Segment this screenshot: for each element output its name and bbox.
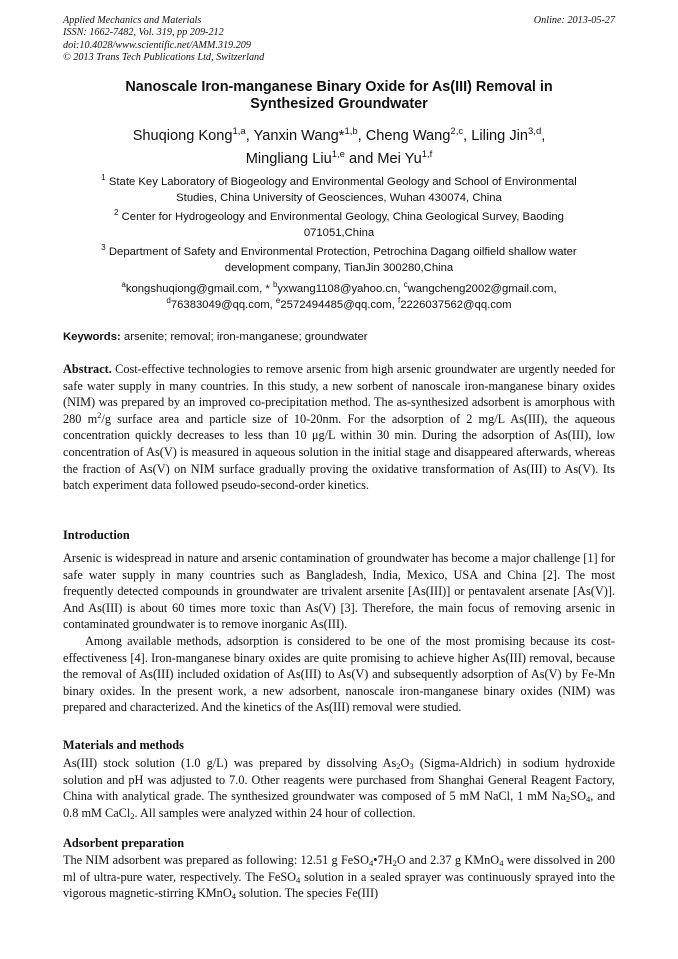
methods-text: As(III) stock solution (1.0 g/L) was prepared by dissolving As (63, 756, 397, 770)
adsorbent-text: solution in a sealed sprayer was continuously sprayed into the vigorous magnetic-stirring KMnO (63, 869, 615, 901)
email-link[interactable]: 2226037562@qq.com (400, 299, 512, 311)
subscript: 4 (499, 858, 504, 868)
author-name: Cheng Wang (365, 128, 451, 144)
doi: doi:10.4028/www.scientific.net/AMM.319.209 (63, 39, 251, 51)
adsorbent-body (63, 852, 615, 902)
author-name: Mei Yu (377, 151, 422, 167)
author-name: Shuqiong Kong (132, 128, 233, 144)
adsorbent-text: were dissolved in 200 ml of ultra-pure water, respectively. The FeSO (63, 853, 615, 884)
abstract-text: /g surface area and particle size of 10-20nm. For the adsorption of 2 mg/L As(III), the aqueous concentration quickly decreases to less than 10 μg/L within 30 min. During the adsorption of As(III), low concentration of As(V) is measured in aqueous solution in the initial stage and disappeared afterwards, whereas the fraction of As(V) on NIM surface gradually proving the oxidative transformation of As(III) to As(V). Its batch experiment data followed pseudo-second-order kinetics. (63, 411, 615, 493)
affiliation-text: Studies, China University of Geosciences, Wuhan 430074, China (176, 191, 502, 204)
author-sep: and (344, 151, 378, 167)
author-name: Mingliang Liu (245, 151, 332, 167)
subscript: 2 (392, 858, 397, 868)
abstract-sup: 2 (97, 409, 102, 420)
author-line-1 (60, 125, 618, 148)
subscript: 4 (368, 858, 374, 868)
introduction-heading: Introduction (63, 528, 130, 542)
affiliation-1 (60, 175, 618, 206)
adsorbent-text: The NIM adsorbent was prepared as following: 12.51 g FeSO (63, 853, 369, 867)
affiliation-text: development company, TianJin 300280,China (224, 261, 454, 274)
issn: ISSN: 1662-7482, Vol. 319, pp 209-212 (63, 27, 224, 39)
adsorbent-text: solution. The species Fe(III) (235, 886, 379, 901)
email-sup: a (121, 280, 126, 289)
title-line-2: Synthesized Groundwater (250, 96, 428, 112)
email-link[interactable]: 76383049@qq.com (170, 299, 270, 311)
email-list: $^a$kongshuqiong@gmail.com, * $^b$yxwang1108@yahoo.cn, $^c$wangcheng2002@gmail.com, $^d$76383049@qq.com, $^e$2572494485@qq.com, $^f$2226037562@qq.com (121, 280, 557, 311)
author-sup: 1,b (344, 126, 358, 137)
methods-body (63, 755, 615, 821)
adsorbent-heading: Adsorbent preparation (63, 836, 185, 850)
online-date: Online: 2013-05-27 (533, 15, 615, 26)
author-sep: , (541, 128, 546, 144)
title-line-1: Nanoscale Iron-manganese Binary Oxide for As(III) Removal in (125, 79, 553, 95)
affiliation-text: Department of Safety and Environmental Protection, Petrochina Dagang oilfield shallow water (108, 246, 577, 258)
methods-text: (Sigma-Aldrich) in sodium hydroxide solution and pH was adjusted to 7.0. Other reagents were purchased from Shanghai General Reagent Factory, China with analytical grade. The synthesized groundwater was composed of 5 mM NaCl, 1 mM Na (63, 756, 615, 804)
author-name: Yanxin Wang* (253, 128, 345, 144)
subscript: 2 (130, 810, 135, 821)
subscript: 4 (231, 891, 236, 902)
methods-heading: Materials and methods (63, 738, 184, 752)
methods-text: , and 0.8 mM CaCl (63, 789, 615, 820)
affiliation-num: 3 (101, 243, 106, 252)
author-sup: 1,a (232, 126, 246, 137)
author-sep: , (463, 128, 472, 144)
affiliation-text: State Key Laboratory of Biogeology and Environmental Geology and School of Environmental (108, 176, 577, 188)
introduction-body (63, 550, 615, 716)
email-link[interactable]: 2572494485@qq.com (280, 299, 392, 311)
abstract (63, 361, 615, 494)
journal-header (63, 15, 615, 65)
affiliation-num: 1 (101, 173, 106, 182)
subscript: 4 (585, 794, 591, 805)
keywords (63, 331, 616, 343)
affiliation-3 (60, 245, 618, 276)
email-sup: e (275, 296, 281, 305)
intro-paragraph-2: Among available methods, adsorption is considered to be one of the most promising because its cost-effectiveness [4]. Iron-manganese binary oxides are quite promising to achieve higher As(III) removal, because the removal of As(III) included oxidation of As(III) to As(V) and subsequently adsorption of As(V) by Fe-Mn binary oxides. In the present work, a new adsorbent, nanoscale iron-manganese binary oxides (NIM) was prepared and characterized. And the kinetics of the As(III) removal were studied. (63, 633, 615, 715)
author-sup: 3,d (528, 126, 542, 137)
email-link[interactable]: yxwang1108@yahoo.cn (277, 283, 398, 295)
intro-paragraph-1: Arsenic is widespread in nature and arsenic contamination of groundwater has become a major challenge [1] for safe water supply in many countries such as Bangladesh, India, Mexico, USA and China [2]. The most frequently detected compounds in groundwater are trivalent arsenite [As(III)] or pentavalent arsenate [As(V)]. And As(III) is about 60 times more toxic than As(V) [3]. Therefore, the main focus of removing arsenic in contaminated groundwater is to remove inorganic As(III). (63, 551, 615, 632)
affiliation-2 (60, 210, 618, 241)
email-sup: f (398, 296, 401, 305)
abstract-label: Abstract. (63, 362, 112, 376)
author-sep: , (245, 128, 254, 144)
subscript: 3 (409, 761, 414, 771)
keywords-text: arsenite; removal; iron-manganese; groundwater (123, 331, 368, 343)
methods-text: O (400, 756, 410, 770)
email-link[interactable]: wangcheng2002@gmail.com (407, 283, 554, 295)
affiliation-text: Center for Hydrogeology and Environmental Geology, China Geological Survey, Baoding (121, 211, 564, 223)
methods-text: . All samples were analyzed within 24 hour of collection. (134, 805, 416, 820)
subscript: 2 (565, 794, 571, 805)
subscript: 2 (396, 761, 401, 771)
email-link[interactable]: kongshuqiong@gmail.com (125, 283, 260, 295)
email-sup: b (272, 280, 278, 289)
affiliation-text: 071051,China (303, 226, 375, 239)
author-list (60, 125, 618, 171)
author-line-2 (60, 148, 618, 171)
author-name: Liling Jin (471, 128, 529, 144)
journal-name: Applied Mechanics and Materials (63, 15, 202, 26)
adsorbent-text: O and 2.37 g KMnO (396, 853, 500, 867)
author-sup: 2,c (450, 126, 464, 137)
paper-title (60, 79, 618, 113)
author-sep: , (357, 128, 366, 144)
copyright: © 2013 Trans Tech Publications Ltd, Switzerland (63, 52, 265, 64)
methods-text: SO (570, 789, 586, 804)
abstract-text: Cost-effective technologies to remove arsenic from high arsenic groundwater are urgently needed for safe water supply in many countries. In this study, a new sorbent of nanoscale iron-manganese binary oxides (NIM) was prepared by an improved co-precipitation method. The as-synthesized adsorbent is amorphous with 280 m (63, 362, 615, 426)
keywords-label: Keywords: (63, 331, 121, 343)
author-sup: 1,e (331, 149, 345, 160)
author-sup: 1,f (421, 149, 433, 160)
email-sup: c (403, 280, 408, 289)
affiliation-num: 2 (114, 208, 119, 217)
adsorbent-text: •7H (373, 853, 393, 867)
email-sup: d (166, 296, 171, 305)
subscript: 4 (296, 874, 301, 885)
